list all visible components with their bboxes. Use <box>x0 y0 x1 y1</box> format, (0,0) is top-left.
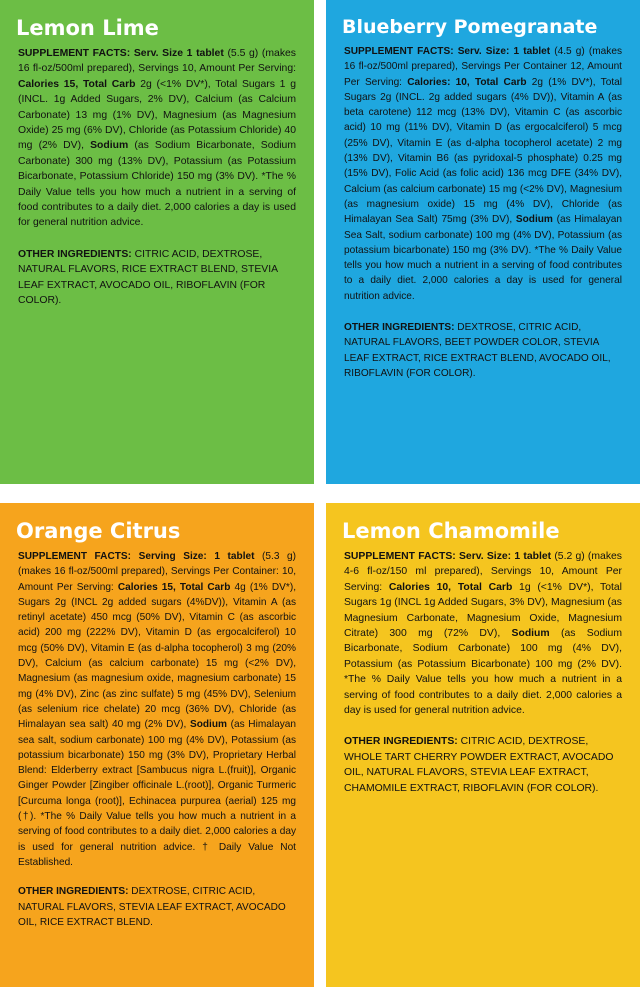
facts-segment: 2g (1% DV*), Total Sugars 2g (INCL. 2g added sugars (4% DV)), Vitamin A (as beta carotene) 112 mcg (13% DV), Vitamin C (as ascorbic acid) 10 mg (11% DV), Vitamin D (as ergocalciferol) 5 mcg (25% DV), Vitamin E (as d-alpha tocopherol acetate) 2 mg (13% DV), Vitamin B6 (as pyridoxal-5 phosphate) 0.25 mg (15% DV), Folic Acid (as folic acid) 136 mcg DFE (34% DV), Calcium (as calcium carbonate) 15 mg (<2% DV), Magnesium (as magnesium oxide) 15 mg (4% DV), Chloride (as Himalayan Sea Salt) 75mg (3% DV), <box>344 76 622 226</box>
facts-segment: 4g (1% DV*), Sugars 2g (INCL 2g added sugars (4%DV)), Vitamin A (as retinyl acetate) 450 mcg (50% DV), Vitamin C (as ascorbic acid) 200 mg (222% DV), Vitamin D (as ergocalciferol) 10 mcg (50% DV), Vitamin E (as d-alpha tocopherol) 3 mg (20% DV), Calcium (as calcium carbonate) 15 mg (<2% DV), Magnesium (as magnesium oxide, magnesium carbonate) 15 mg (4% DV), Zinc (as zinc sulfate) 5 mg (45% DV), Selenium (as selenium rice chelate) 20 mcg (36% DV), Chloride (as Himalayan sea salt) 40 mg (2% DV), <box>18 581 296 731</box>
facts-segment: (4.5 g) (makes 16 fl-oz/500ml prepared), Servings Per Container 12, Amount Per Serving: <box>344 46 623 88</box>
facts-segment: Calories 15, Total Carb <box>18 78 136 90</box>
supplement-facts-text <box>344 44 622 304</box>
facts-segment: Calories 15, Total Carb <box>117 581 231 593</box>
facts-segment: Serv. Size 1 tablet <box>133 48 224 59</box>
facts-segment: SUPPLEMENT FACTS: <box>344 551 456 562</box>
other-ingredients-text: DEXTROSE, CITRIC ACID, NATURAL FLAVORS, STEVIA LEAF EXTRACT, AVOCADO OIL, RICE EXTRACT BLEND. <box>18 886 286 928</box>
facts-segment <box>131 551 139 562</box>
facts-segment: (as Sodium Bicarbonate, Sodium Carbonate) 100 mg (4% DV), Potassium (as Potassium Bicarbonate) 100 mg (2% DV). *The % Daily Value tells you how much a nutrient in a serving of food contributes to a daily diet. 2,000 calories a day is used for general nutrition advice. <box>344 628 622 717</box>
panel-title: Blueberry Pomegranate <box>342 16 598 38</box>
facts-segment: Serving Size: 1 tablet <box>138 551 255 562</box>
other-ingredients <box>344 734 622 796</box>
facts-segment: (as Himalayan sea salt, sodium carbonate) 100 mg (4% DV), Potassium (as potassium bicarbonate) 150 mg (3% DV), Proprietary Herbal Blend: Elderberry extract [Sambucus nigra L.(fruit)], Organic Ginger Powder [Zingiber officinale L.(root)], Organic Turmeric [Curcuma longa (root)], Echinacea purpurea (aerial) 125 mg (†). *The % Daily Value tells you how much a nutrient in a serving of food contributes to a daily diet. 2,000 calories a day is used for general nutrition advice. † Daily Value Not Established. <box>18 719 296 868</box>
panel-lemon-lime <box>0 0 314 484</box>
facts-segment: Sodium <box>90 140 129 152</box>
other-ingredients-label: OTHER INGREDIENTS: <box>344 736 458 748</box>
other-ingredients-text: CITRIC ACID, DEXTROSE, NATURAL FLAVORS, RICE EXTRACT BLEND, STEVIA LEAF EXTRACT, AVOCADO OIL, RIBOFLAVIN (FOR COLOR). <box>18 248 278 307</box>
other-ingredients-label: OTHER INGREDIENTS: <box>18 248 132 260</box>
supplement-facts-text <box>18 549 296 870</box>
other-ingredients <box>18 247 296 309</box>
facts-segment: (5.3 g) (makes 16 fl-oz/500ml prepared), Servings Per Container: 10, Amount Per Serving: <box>18 551 296 593</box>
other-ingredients-label: OTHER INGREDIENTS: <box>18 886 129 898</box>
facts-segment: SUPPLEMENT FACTS: <box>18 551 132 562</box>
facts-segment: Calories 10, Total Carb <box>388 581 513 593</box>
facts-segment: (5.2 g) (makes 4-6 fl-oz/150 ml prepared), Servings 10, Amount Per Serving: <box>344 551 622 593</box>
supplement-facts-text <box>18 46 296 231</box>
supplement-facts-text <box>344 549 622 718</box>
other-ingredients <box>344 320 622 381</box>
panel-title: Lemon Lime <box>16 16 159 40</box>
panel-title: Orange Citrus <box>16 519 181 543</box>
facts-segment: Calories: 10, Total Carb <box>407 76 527 88</box>
panel-orange-citrus <box>0 503 314 987</box>
other-ingredients-text: CITRIC ACID, DEXTROSE, WHOLE TART CHERRY POWDER EXTRACT, AVOCADO OIL, NATURAL FLAVORS, STEVIA LEAF EXTRACT, CHAMOMILE EXTRACT, RIBOFLAVIN (FOR COLOR). <box>344 736 614 794</box>
panel-title: Lemon Chamomile <box>342 519 560 543</box>
other-ingredients <box>18 884 296 930</box>
facts-segment: 2g (<1% DV*), Total Sugars 1 g (INCL. 1g Added Sugars, 2% DV), Calcium (as Calcium Carbonate) 13 mg (1% DV), Magnesium (as Magnesium Oxide) 25 mg (6% DV), Chloride (as Potassium Chloride) 40 mg (2% DV), <box>18 78 296 152</box>
facts-segment: Serv. Size: 1 tablet <box>459 551 552 562</box>
other-ingredients-label: OTHER INGREDIENTS: <box>344 322 455 334</box>
facts-segment: (as Himalayan Sea Salt, sodium carbonate) 100 mg (4% DV), Potassium (as potassium bicarbonate) 150 mg (3% DV). *The % Daily Value tells you how much a nutrient in a serving of food contributes to a daily diet. 2,000 calories a day is used for general nutrition advice. <box>344 214 622 302</box>
facts-segment: Sodium <box>515 214 553 226</box>
facts-segment: SUPPLEMENT FACTS: Serv. Size: 1 tablet <box>344 46 551 57</box>
facts-segment: SUPPLEMENT FACTS: <box>18 48 131 59</box>
panel-lemon-chamomile <box>326 503 640 987</box>
facts-segment: 1g (<1% DV*), Total Sugars 1g (INCL 1g Added Sugars, 3% DV), Magnesium (as Magnesium Carbonate, Magnesium Oxide, Magnesium Citrate) 300 mg (72% DV), <box>344 581 622 640</box>
facts-segment: Sodium <box>511 628 550 640</box>
panel-blueberry-pomegranate <box>326 0 640 484</box>
facts-segment: (as Sodium Bicarbonate, Sodium Carbonate) 300 mg (13% DV), Potassium (as Potassium Bicarbonate, Potassium Chloride) 150 mg (3% DV). *The % Daily Value tells you how much a nutrient in a serving of food contributes to a daily diet. 2,000 calories a day is used for general nutrition advice. <box>18 140 296 229</box>
facts-segment: (5.5 g) (makes 16 fl-oz/500ml prepared), Servings 10, Amount Per Serving: <box>18 48 296 75</box>
facts-segment: Sodium <box>189 719 227 731</box>
other-ingredients-text: DEXTROSE, CITRIC ACID, NATURAL FLAVORS, BEET POWDER COLOR, STEVIA LEAF EXTRACT, RICE EXTRACT BLEND, AVOCADO OIL, RIBOFLAVIN (FOR COLOR). <box>344 322 611 379</box>
